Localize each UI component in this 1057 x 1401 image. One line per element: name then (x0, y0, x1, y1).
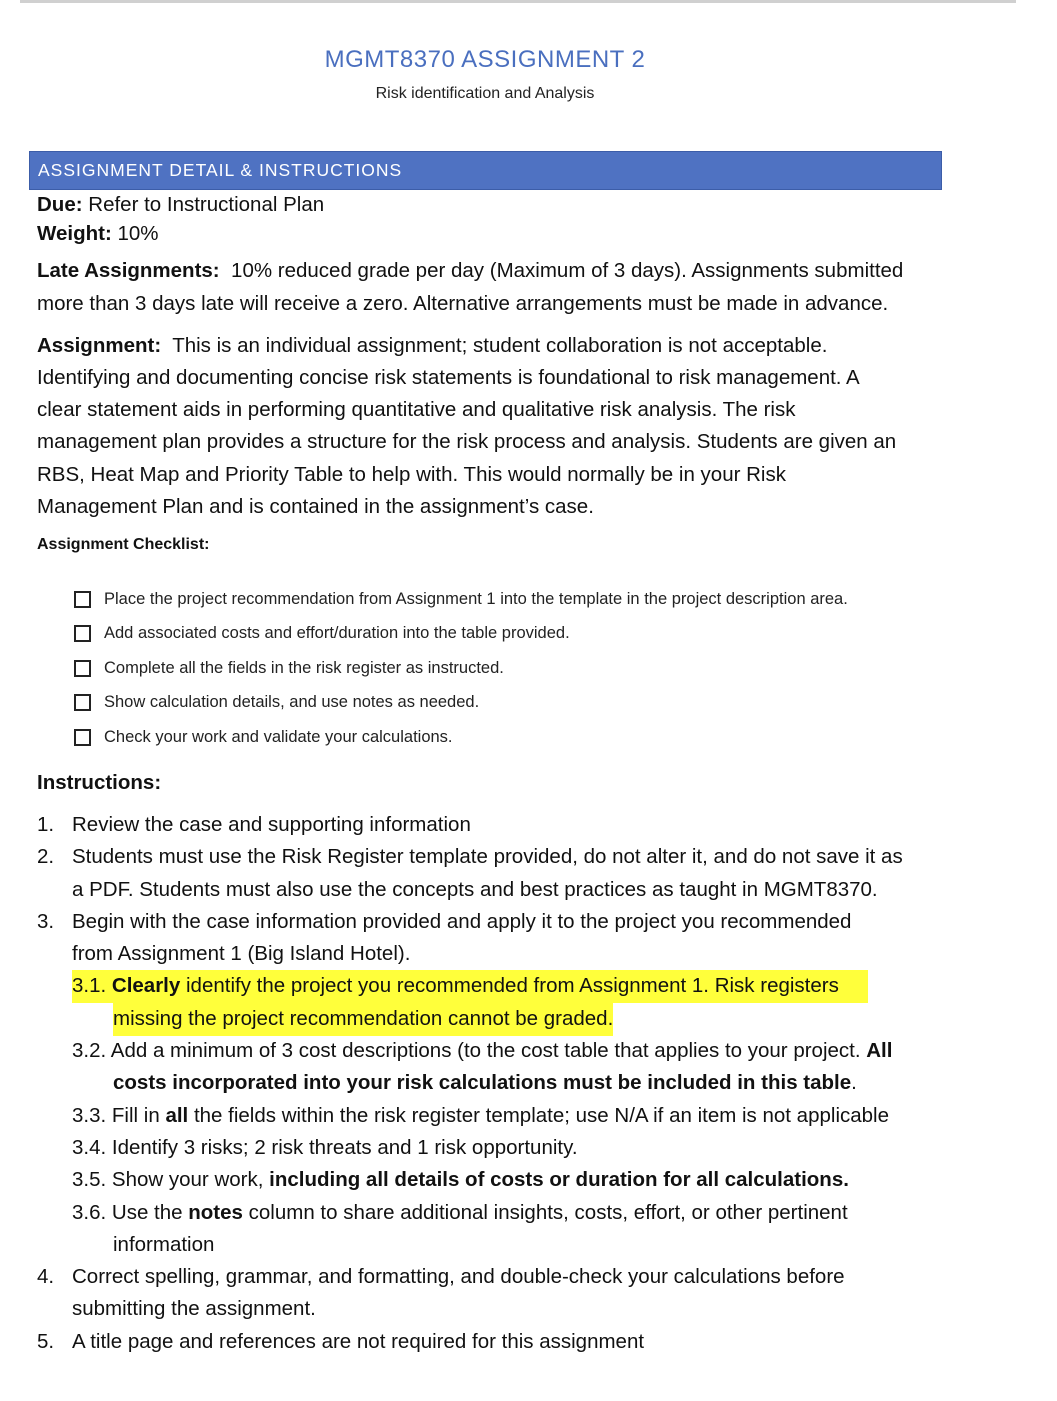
list-number: 5. (37, 1330, 55, 1353)
weight-value: 10% (117, 222, 159, 245)
emphasis-all: all (165, 1104, 189, 1127)
instruction-4-line-2: submitting the assignment. (72, 1297, 316, 1320)
instruction-4-line-1: Correct spelling, grammar, and formatting, and double-check your calculations before (72, 1265, 845, 1288)
instruction-3-6-line-2: information (113, 1233, 215, 1256)
instruction-2-line-2: a PDF. Students must also use the concepts and best practices as taught in MGMT8370. (72, 878, 878, 901)
document-subtitle: Risk identification and Analysis (375, 85, 595, 102)
instruction-3-3 (72, 1100, 889, 1133)
assignment-line-1 (37, 330, 827, 363)
checklist-item[interactable] (74, 621, 570, 645)
checklist-item[interactable] (74, 690, 479, 714)
instructions-heading (37, 767, 161, 800)
list-number: 1. (37, 813, 55, 836)
due-line (37, 189, 324, 222)
checklist-item-label: Show calculation details, and use notes as needed. (104, 692, 480, 711)
checklist-item-label: Place the project recommendation from Assignment 1 into the template in the project description area. (104, 589, 848, 608)
instruction-3-3-pre: Fill in (111, 1104, 166, 1127)
checklist-heading: Assignment Checklist: (37, 536, 210, 553)
assignment-line-5: RBS, Heat Map and Priority Table to help with. This would normally be in your Risk (37, 463, 786, 486)
instruction-3-1-text: identify the project you recommended from Assignment 1. Risk registers (180, 974, 839, 997)
emphasis-clearly: Clearly (111, 974, 181, 997)
checkbox-icon[interactable] (74, 694, 91, 711)
instruction-3-5-pre: Show your work, (111, 1168, 270, 1191)
list-number: 3.4. (72, 1136, 107, 1159)
instruction-2-line-1: Students must use the Risk Register template provided, do not alter it, and do not save it as (72, 845, 903, 868)
document-title: MGMT8370 ASSIGNMENT 2 (324, 46, 646, 73)
instruction-3-2-text: Add a minimum of 3 cost descriptions (to the cost table that applies to your project. (110, 1039, 867, 1062)
checkbox-icon[interactable] (74, 660, 91, 677)
list-number: 3.1. (72, 974, 107, 997)
instruction-5: A title page and references are not required for this assignment (72, 1330, 645, 1353)
instruction-3-3-post: the fields within the risk register template; use N/A if an item is not applicable (188, 1104, 890, 1127)
checklist-item[interactable] (74, 656, 504, 680)
emphasis-details: including all details of costs or duration for all calculations. (269, 1168, 849, 1191)
checklist-item[interactable] (74, 725, 453, 749)
list-number: 3.2. (72, 1039, 107, 1062)
emphasis-costs: costs incorporated into your risk calculations must be included in this table (113, 1071, 852, 1094)
late-label: Late Assignments: (37, 259, 220, 282)
list-number: 3.5. (72, 1168, 107, 1191)
emphasis-all: All (866, 1039, 893, 1062)
instruction-3-6-post: column to share additional insights, costs, effort, or other pertinent (242, 1201, 848, 1224)
late-line-2: more than 3 days late will receive a zero. Alternative arrangements must be made in advance. (37, 292, 889, 315)
list-number: 3.3. (72, 1104, 107, 1127)
instructions-heading-text: Instructions: (37, 771, 162, 794)
list-number: 3.6. (72, 1201, 107, 1224)
assignment-label: Assignment: (37, 334, 162, 357)
assignment-line-4: management plan provides a structure for the risk process and analysis. Students are given an (37, 430, 897, 453)
checklist-item[interactable] (74, 587, 848, 611)
weight-line (37, 218, 159, 251)
instruction-3-2-line-1 (72, 1035, 892, 1068)
list-number: 4. (37, 1265, 55, 1288)
checklist-item-label: Check your work and validate your calculations. (104, 727, 453, 746)
assignment-line-3: clear statement aids in performing quantitative and qualitative risk analysis. The risk (37, 398, 796, 421)
weight-label: Weight: (37, 222, 112, 245)
instruction-3-2-line-2 (113, 1067, 857, 1100)
checkbox-icon[interactable] (74, 729, 91, 746)
late-line-1 (37, 255, 903, 288)
due-value: Refer to Instructional Plan (88, 193, 325, 216)
list-number: 3. (37, 910, 55, 933)
instruction-3-4-text: Identify 3 risks; 2 risk threats and 1 risk opportunity. (111, 1136, 578, 1159)
instruction-3-6-pre: Use the (111, 1201, 189, 1224)
assignment-text-1: This is an individual assignment; student collaboration is not acceptable. (172, 334, 828, 357)
instruction-3-1-line-2: missing the project recommendation cannot be graded. (113, 1003, 613, 1036)
top-rule (20, 0, 1016, 3)
section-header: ASSIGNMENT DETAIL & INSTRUCTIONS (29, 151, 942, 190)
list-number: 2. (37, 845, 55, 868)
checklist-item-label: Add associated costs and effort/duration into the table provided. (104, 623, 570, 642)
checkbox-icon[interactable] (74, 625, 91, 642)
instruction-3-line-1: Begin with the case information provided and apply it to the project you recommended (72, 910, 852, 933)
period: . (851, 1071, 857, 1094)
late-text-1: 10% reduced grade per day (Maximum of 3 days). Assignments submitted (231, 259, 904, 282)
instruction-3-line-2: from Assignment 1 (Big Island Hotel). (72, 942, 411, 965)
checkbox-icon[interactable] (74, 591, 91, 608)
assignment-line-2: Identifying and documenting concise risk statements is foundational to risk management. A (37, 366, 860, 389)
instruction-1: Review the case and supporting information (72, 813, 471, 836)
instruction-3-5 (72, 1164, 849, 1197)
instruction-3-6-line-1 (72, 1197, 848, 1230)
instruction-3-4 (72, 1132, 578, 1165)
emphasis-notes: notes (188, 1201, 243, 1224)
assignment-line-6: Management Plan and is contained in the assignment’s case. (37, 495, 594, 518)
instruction-3-1-line-1 (72, 970, 868, 1003)
due-label: Due: (37, 193, 83, 216)
checklist-item-label: Complete all the fields in the risk register as instructed. (104, 658, 504, 677)
